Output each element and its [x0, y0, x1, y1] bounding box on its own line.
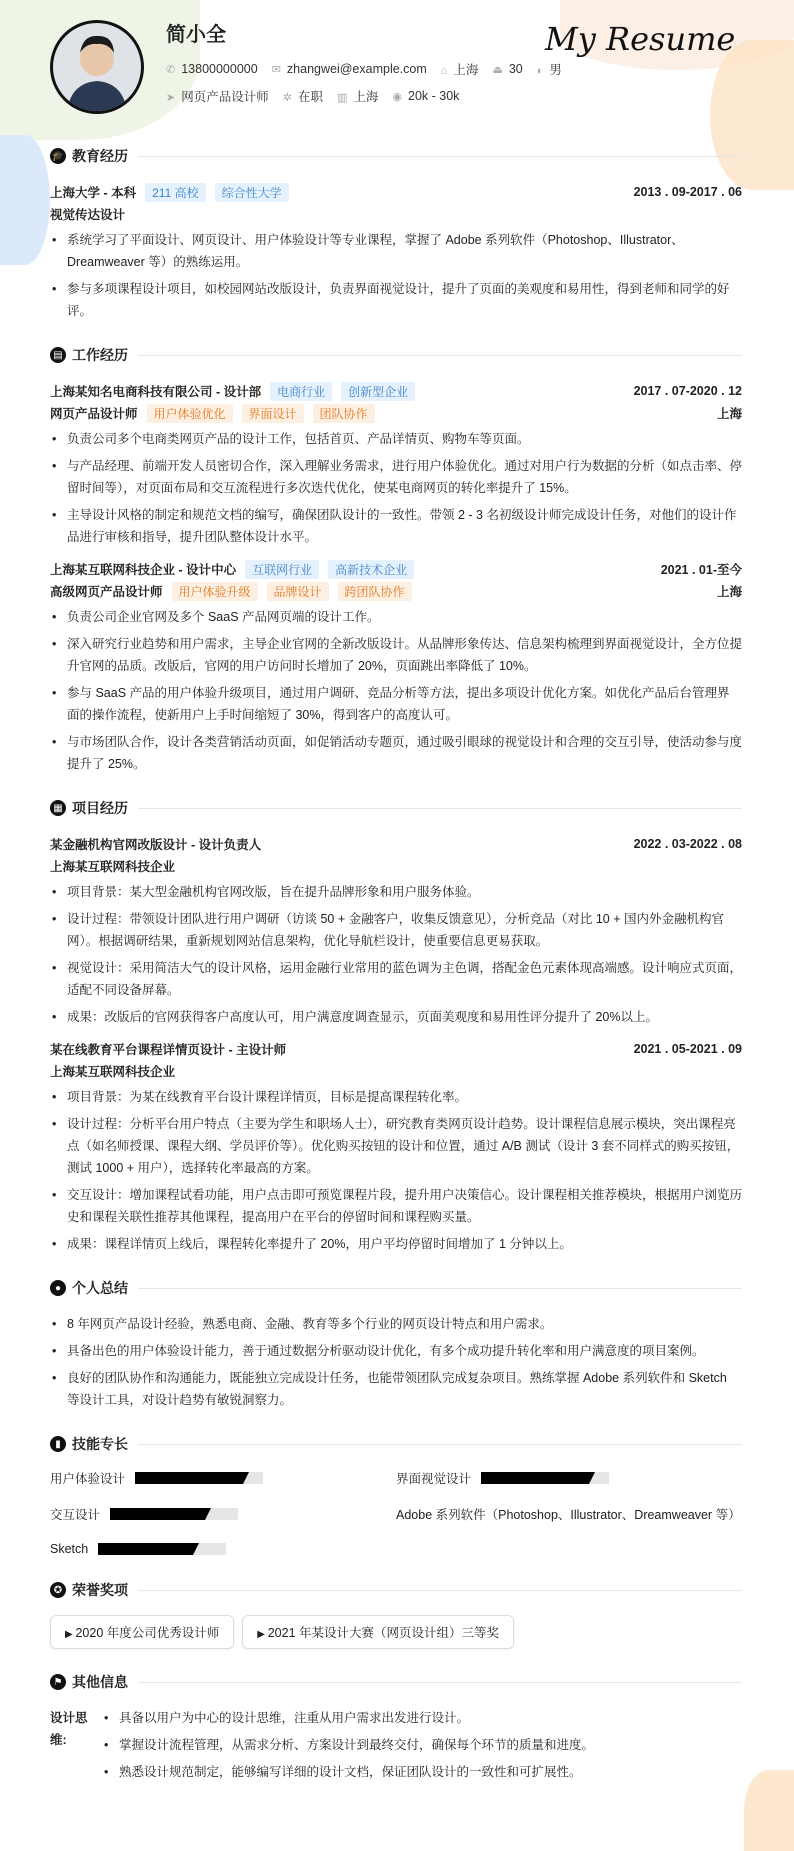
- contact-text: 上海: [453, 63, 479, 77]
- bullet-item: • 具备出色的用户体验设计能力，善于通过数据分析驱动设计优化，有多个成功提升转化率和用户满意度的项目案例。: [50, 1340, 742, 1362]
- flag-icon: ⚑: [50, 1674, 66, 1690]
- section-summary: [50, 1277, 742, 1411]
- tag: 211 高校: [145, 183, 205, 202]
- skill-item: [50, 1469, 396, 1487]
- chart-icon: ▮: [50, 1436, 66, 1452]
- tag: 跨团队协作: [338, 582, 412, 601]
- project-name: 某金融机构官网改版设计 - 设计负责人: [50, 838, 262, 852]
- date: 2017 . 07-2020 . 12: [633, 384, 742, 398]
- bullet-item: • 系统学习了平面设计、网页设计、用户体验设计等专业课程，掌握了 Adobe 系列软件（Photoshop、Illustrator、Dreamweaver 等）的熟练运用。: [50, 229, 742, 273]
- bullet-item: • 熟悉设计规范制定，能够编写详细的设计文档，保证团队设计的一致性和可扩展性。: [102, 1761, 594, 1783]
- skill-name: 界面视觉设计: [396, 1472, 472, 1486]
- location: 上海: [716, 585, 742, 599]
- divider: [138, 1590, 742, 1591]
- section-header: [50, 1579, 742, 1601]
- date: 2013 . 09-2017 . 06: [633, 185, 742, 199]
- bullet-list: [50, 428, 742, 548]
- section-title: 个人总结: [72, 1280, 128, 1296]
- triangle-icon: ▶: [257, 1629, 268, 1640]
- skill-bar-fill: [110, 1508, 205, 1520]
- bullet-item: • 负责公司企业官网及多个 SaaS 产品网页端的设计工作。: [50, 606, 742, 628]
- section-projects: [50, 797, 742, 1255]
- contact-text: 在职: [297, 90, 323, 104]
- contact-text: 13800000000: [181, 62, 258, 76]
- skills-grid: [50, 1469, 742, 1557]
- section-work: [50, 344, 742, 775]
- skill-bar-fill: [98, 1543, 193, 1555]
- company-name: 上海某知名电商科技有限公司 - 设计部: [50, 385, 262, 399]
- awards-list: [50, 1615, 742, 1649]
- user-icon: ●: [50, 1280, 66, 1296]
- skill-name: Adobe 系列软件（Photoshop、Illustrator、Dreamweaver 等）: [396, 1508, 741, 1522]
- award-text: 2021 年某设计大赛（网页设计组）三等奖: [267, 1626, 499, 1640]
- bullet-item: • 参与 SaaS 产品的用户体验升级项目，通过用户调研、竞品分析等方法，提出多项设计优化方案。如优化产品后台管理界面的操作流程，使新用户上手时间缩短了 30%，得到客户的高度认可。: [50, 682, 742, 726]
- company-name: 上海某互联网科技企业 - 设计中心: [50, 563, 237, 577]
- project-line: [50, 1038, 742, 1060]
- status-icon: ✲: [282, 92, 292, 104]
- project-entry: [50, 1038, 742, 1255]
- tag: 团队协作: [313, 404, 375, 423]
- bullet-list: [50, 881, 742, 1028]
- work-entry: [50, 380, 742, 548]
- tag: 用户体验升级: [172, 582, 258, 601]
- skill-item: [50, 1505, 396, 1523]
- contact-text: 上海: [353, 90, 379, 104]
- award-item[interactable]: [50, 1615, 234, 1649]
- skill-name: 交互设计: [50, 1508, 101, 1522]
- section-header: [50, 344, 742, 366]
- award-item[interactable]: [242, 1615, 514, 1649]
- bullet-item: • 设计过程：带领设计团队进行用户调研（访谈 50 + 金融客户，收集反馈意见），分析竞品（对比 10 + 国内外金融机构官网）。根据调研结果，重新规划网站信息架构，优化导航栏设计，使重要信息更易获取。: [50, 908, 742, 952]
- section-header: [50, 1433, 742, 1455]
- avatar: [50, 20, 144, 114]
- resume-title: My Resume: [545, 20, 736, 58]
- contact-row: [166, 60, 562, 78]
- divider: [138, 1682, 742, 1683]
- bullet-item: • 深入研究行业趋势和用户需求，主导企业官网的全新改版设计。从品牌形象传达、信息架构梳理到界面视觉设计，全方位提升官网的品质。改版后，官网的用户访问时长增加了 20%，页面跳出率降低了 10%。: [50, 633, 742, 677]
- major: 视觉传达设计: [50, 208, 126, 222]
- role-line: [50, 580, 742, 602]
- contact-text: 男: [549, 63, 562, 77]
- contact-text: zhangwei@example.com: [286, 62, 427, 76]
- job-intent-row: [166, 87, 459, 105]
- bullet-item: • 成果：课程详情页上线后，课程转化率提升了 20%，用户平均停留时间增加了 1 分钟以上。: [50, 1233, 742, 1255]
- triangle-icon: ▶: [65, 1629, 76, 1640]
- resume-header: [0, 0, 794, 145]
- section-header: [50, 797, 742, 819]
- bullet-item: • 项目背景：某大型金融机构官网改版，旨在提升品牌形象和用户服务体验。: [50, 881, 742, 903]
- role: 网页产品设计师: [50, 407, 138, 421]
- section-header: [50, 1671, 742, 1693]
- contact-item: [166, 62, 258, 76]
- section-title: 工作经历: [72, 347, 128, 363]
- divider: [138, 156, 742, 157]
- award-icon: ✪: [50, 1582, 66, 1598]
- project-company: 上海某互联网科技企业: [50, 860, 176, 874]
- role: 高级网页产品设计师: [50, 585, 163, 599]
- project-line: [50, 833, 742, 855]
- age-icon: ⏏: [492, 64, 503, 76]
- bullet-list: [50, 606, 742, 775]
- contact-text: 20k - 30k: [408, 89, 460, 103]
- date: 2021 . 05-2021 . 09: [633, 1042, 742, 1056]
- mail-icon: ✉: [271, 64, 281, 76]
- section-education: [50, 145, 742, 322]
- education-entry: [50, 181, 742, 322]
- project-name: 某在线教育平台课程详情页设计 - 主设计师: [50, 1043, 287, 1057]
- contact-item: [492, 62, 522, 76]
- location: 上海: [716, 407, 742, 421]
- resume-body: [0, 145, 794, 1788]
- bullet-item: • 良好的团队协作和沟通能力，既能独立完成设计任务，也能带领团队完成复杂项目。熟练掌握 Adobe 系列软件和 Sketch 等设计工具，对设计趋势有敏锐洞察力。: [50, 1367, 742, 1411]
- tag: 电商行业: [270, 382, 332, 401]
- skill-name: Sketch: [50, 1542, 89, 1556]
- bullet-item: • 参与多项课程设计项目，如校园网站改版设计，负责界面视觉设计，提升了页面的美观度和易用性，得到老师和同学的好评。: [50, 278, 742, 322]
- send-icon: ➤: [166, 92, 176, 104]
- divider: [138, 808, 742, 809]
- bullet-item: • 与产品经理、前端开发人员密切合作，深入理解业务需求，进行用户体验优化。通过对用户行为数据的分析（如点击率、停留时间等），对页面布局和交互流程进行多次迭代优化，使某电商网页的转化率提升了 15%。: [50, 455, 742, 499]
- contact-text: 网页产品设计师: [181, 90, 269, 104]
- skill-bar: [110, 1508, 238, 1520]
- bullet-item: • 具备以用户为中心的设计思维，注重从用户需求出发进行设计。: [102, 1707, 594, 1729]
- tag: 互联网行业: [245, 560, 319, 579]
- home-icon: ⌂: [440, 65, 448, 77]
- contact-text: 30: [508, 62, 523, 76]
- bullet-item: • 交互设计：增加课程试看功能，用户点击即可预览课程片段，提升用户决策信心。设计课程相关推荐模块，根据用户浏览历史和课程关联性推荐其他课程，提高用户在平台的停留时间和课程购买量。: [50, 1184, 742, 1228]
- skill-bar: [135, 1472, 263, 1484]
- tag: 品牌设计: [267, 582, 329, 601]
- tag: 综合性大学: [215, 183, 289, 202]
- role-line: [50, 402, 742, 424]
- bullet-item: • 掌握设计流程管理，从需求分析、方案设计到最终交付，确保每个环节的质量和进度。: [102, 1734, 594, 1756]
- skill-bar: [481, 1472, 609, 1484]
- building-icon: ▥: [336, 92, 348, 104]
- bullet-item: • 成果：改版后的官网获得客户高度认可，用户满意度调查显示，页面美观度和易用性评分提升了 20%以上。: [50, 1006, 742, 1028]
- bullet-item: • 项目背景：为某在线教育平台设计课程详情页，目标是提高课程转化率。: [50, 1086, 742, 1108]
- skill-bar: [98, 1543, 226, 1555]
- skill-item: [396, 1505, 742, 1523]
- company-line: [50, 558, 742, 580]
- bullet-item: • 8 年网页产品设计经验，熟悉电商、金融、教育等多个行业的网页设计特点和用户需求。: [50, 1313, 742, 1335]
- other-label: 设计思维:: [50, 1711, 88, 1747]
- school-name: 上海大学 - 本科: [50, 186, 137, 200]
- bullet-item: • 与市场团队合作，设计各类营销活动页面，如促销活动专题页，通过吸引眼球的视觉设计和合理的交互引导，使活动参与度提升了 25%。: [50, 731, 742, 775]
- section-header: [50, 1277, 742, 1299]
- project-entry: [50, 833, 742, 1028]
- tag: 界面设计: [242, 404, 304, 423]
- grid-icon: ▦: [50, 800, 66, 816]
- salary-icon: ◉: [392, 91, 402, 103]
- entry-heading: [50, 181, 742, 203]
- date: 2021 . 01-至今: [660, 563, 742, 577]
- company-line: [50, 380, 742, 402]
- section-title: 荣誉奖项: [72, 1582, 128, 1598]
- contact-item: [537, 60, 562, 78]
- skill-name: 用户体验设计: [50, 1472, 126, 1486]
- bullet-list: [50, 1086, 742, 1255]
- bullet-list: [102, 1707, 594, 1788]
- skill-item: [50, 1541, 396, 1557]
- bullet-list: [50, 1313, 742, 1411]
- section-title: 教育经历: [72, 148, 128, 164]
- other-info: [50, 1707, 742, 1788]
- intent-item: [392, 89, 459, 103]
- bullet-item: • 主导设计风格的制定和规范文档的编写，确保团队设计的一致性。带领 2 - 3 名初级设计师完成设计任务，对他们的设计作品进行审核和指导，提升团队整体设计水平。: [50, 504, 742, 548]
- phone-icon: ✆: [166, 64, 176, 76]
- major-line: [50, 203, 742, 225]
- award-text: 2020 年度公司优秀设计师: [75, 1626, 220, 1640]
- work-entry: [50, 558, 742, 775]
- section-awards: [50, 1579, 742, 1649]
- tag: 创新型企业: [341, 382, 415, 401]
- graduation-cap-icon: 🎓: [50, 148, 66, 164]
- project-company-line: [50, 855, 742, 877]
- bullet-list: [50, 229, 742, 322]
- skill-item: [396, 1469, 742, 1487]
- bullet-item: • 负责公司多个电商类网页产品的设计工作，包括首页、产品详情页、购物车等页面。: [50, 428, 742, 450]
- skill-bar-fill: [481, 1472, 589, 1484]
- intent-item: [166, 87, 269, 105]
- gender-icon: ◐: [536, 65, 544, 77]
- section-header: [50, 145, 742, 167]
- project-company-line: [50, 1060, 742, 1082]
- tag: 用户体验优化: [147, 404, 233, 423]
- bullet-item: • 设计过程：分析平台用户特点（主要为学生和职场人士），研究教育类网页设计趋势。设计课程信息展示模块，突出课程亮点（如名师授课、课程大纲、学员评价等）。优化购买按钮的设计和位置，通过 A/B 测试（设计 3 套不同样式的购买按钮，测试 1000 + 用户），选择转化率最高的方案。: [50, 1113, 742, 1179]
- project-company: 上海某互联网科技企业: [50, 1065, 176, 1079]
- bullet-item: • 视觉设计：采用简洁大气的设计风格，运用金融行业常用的蓝色调为主色调，搭配金色元素体现高端感。设计响应式页面，适配不同设备屏幕。: [50, 957, 742, 1001]
- section-other: [50, 1671, 742, 1788]
- intent-item: [283, 87, 323, 105]
- section-title: 技能专长: [72, 1436, 128, 1452]
- divider: [138, 355, 742, 356]
- contact-item: [441, 60, 479, 78]
- divider: [138, 1444, 742, 1445]
- briefcase-icon: ▤: [50, 347, 66, 363]
- section-title: 其他信息: [72, 1674, 128, 1690]
- section-skills: [50, 1433, 742, 1557]
- contact-item: [272, 62, 427, 76]
- skill-bar-fill: [135, 1472, 243, 1484]
- section-title: 项目经历: [72, 800, 128, 816]
- date: 2022 . 03-2022 . 08: [633, 837, 742, 851]
- intent-item: [337, 87, 378, 105]
- divider: [138, 1288, 742, 1289]
- tag: 高新技术企业: [328, 560, 414, 579]
- candidate-name: 简小全: [166, 24, 226, 46]
